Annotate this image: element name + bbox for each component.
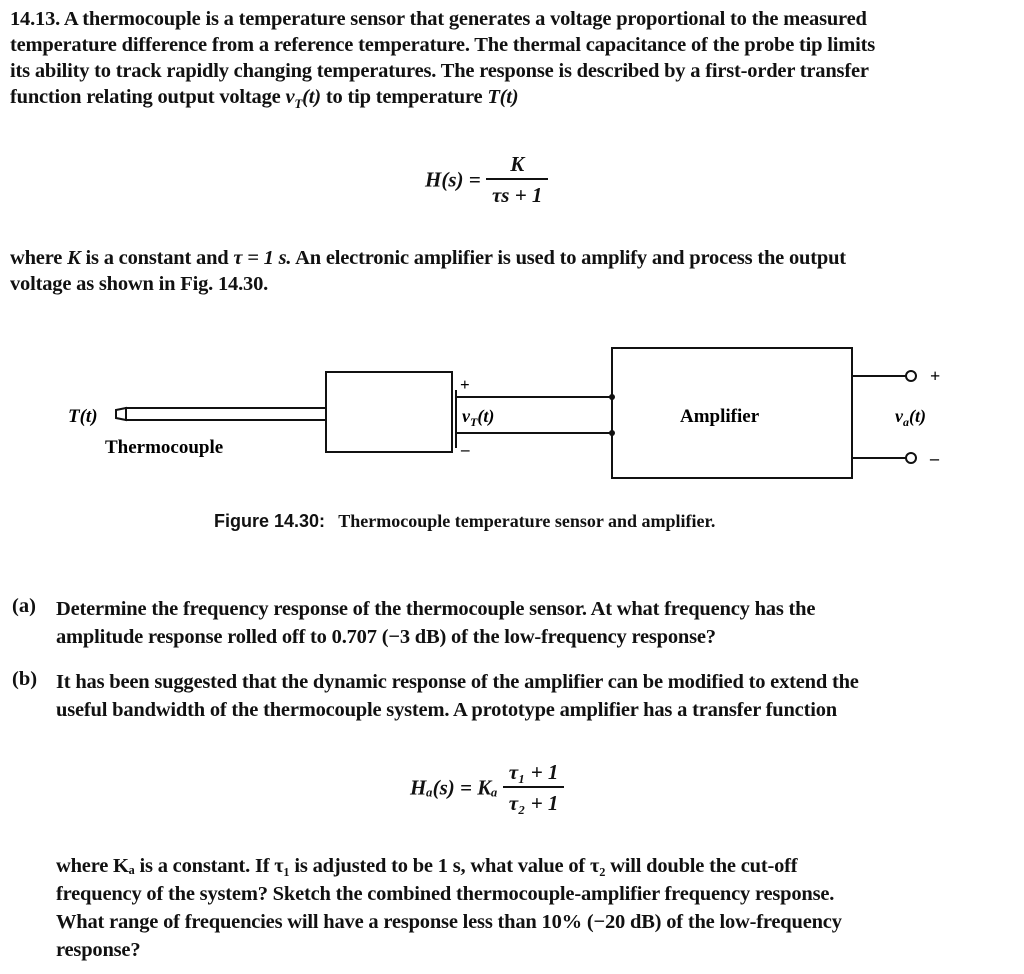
where-paragraph — [10, 245, 1010, 297]
problem-intro — [10, 6, 1010, 117]
plus-sign: + — [460, 375, 470, 394]
minus-sign: – — [461, 440, 470, 459]
output-terminal-plus — [906, 371, 916, 381]
sensor-label: Thermocouple — [105, 437, 224, 458]
eq1-fraction: $\frac{K}{\tau s + 1}$ — [486, 150, 548, 210]
intro-line-2: temperature difference from a reference temperature. The thermal capacitance of the probe tip limits — [10, 34, 876, 56]
part-a-text: Determine the frequency response of the thermocouple sensor. At what frequency has the amplitude response rolled off to 0.707 (−3 dB) of the low-frequency response? — [56, 598, 816, 648]
part-b-continued: where Kₐ is a constant. If τ₁ is adjusted to be 1 s, what value of τ₂ will double the cut-off frequency of the system? Sketch the combined thermocouple-amplifier frequency response. What range of frequencies will have a response less than 10% (−20 dB) of the low-frequency response? — [56, 855, 842, 961]
figure-caption: Figure 14.30: Thermocouple temperature sensor and amplifier. — [214, 511, 716, 531]
amplifier-transfer-function: Hₐ(s) = Kₐ $\frac{\text{τ₁ + 1}}{\text{τ₂ + 1}}$ — [410, 758, 564, 818]
sensor-head — [326, 372, 452, 452]
amplifier-label: Amplifier — [680, 406, 760, 427]
transfer-function-equation: H(s) = $\frac{K}{\tau s + 1}$ — [425, 150, 548, 210]
output-terminal-minus — [906, 453, 916, 463]
part-b-label: (b) — [12, 668, 38, 690]
svg-text:+: + — [930, 366, 941, 386]
probe-rod — [126, 408, 326, 420]
va-label: $v_a(t)$ — [895, 406, 926, 429]
part-b-text: It has been suggested that the dynamic response of the amplifier can be modified to extend the useful bandwidth of the thermocouple system. A prototype amplifier has a transfer function — [56, 671, 859, 721]
problem-number: 14.13. — [10, 8, 61, 30]
where-line-1: where K is a constant and τ = 1 s. An electronic amplifier is used to amplify and process the output — [10, 247, 846, 269]
probe-tip — [116, 408, 126, 420]
input-label: T(t) — [68, 406, 98, 427]
where-line-2: voltage as shown in Fig. 14.30. — [10, 273, 269, 295]
intro-line-3: its ability to track rapidly changing temperatures. The response is described by a first-order transfer — [10, 60, 869, 82]
thermocouple-figure — [0, 340, 1024, 500]
intro-line-1: 14.13. A thermocouple is a temperature sensor that generates a voltage proportional to the measured — [10, 8, 867, 30]
svg-text:–: – — [930, 448, 939, 468]
vt-label: $v_T(t)$ — [462, 406, 495, 429]
intro-line-4: function relating output voltage $v_T(t)$ to tip temperature T(t) — [10, 86, 519, 112]
part-a-label: (a) — [12, 595, 36, 617]
eq2-fraction: $\frac{\text{τ₁ + 1}}{\text{τ₂ + 1}}$ — [503, 758, 565, 818]
